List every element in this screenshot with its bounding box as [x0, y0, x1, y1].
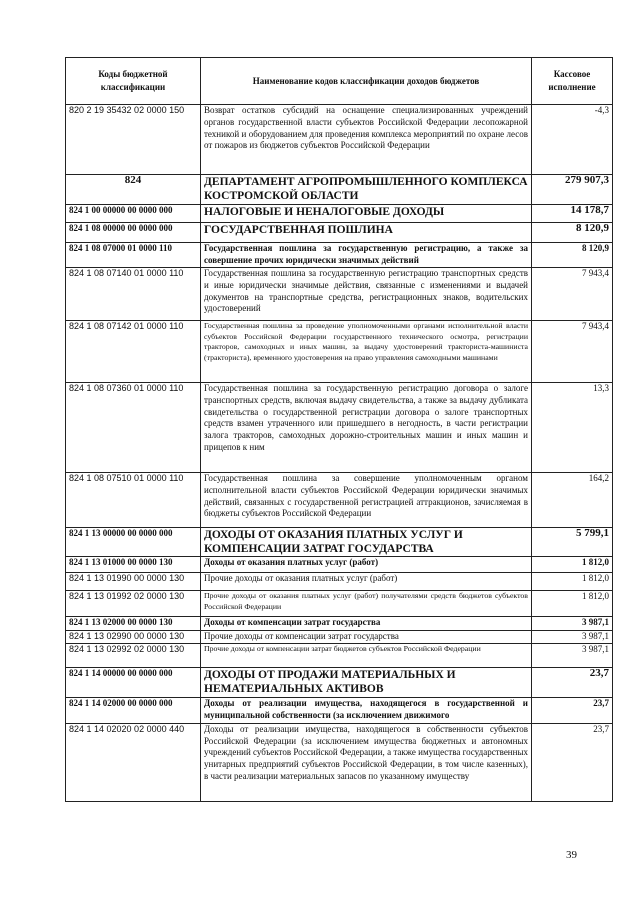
- header-code: Коды бюджетной классификации: [66, 58, 201, 105]
- row-code: 824 1 00 00000 00 0000 000: [66, 205, 201, 223]
- row-amount: 7 943,4: [532, 268, 613, 321]
- row-name: Доходы от оказания платных услуг (работ): [201, 557, 532, 573]
- row-name: ДОХОДЫ ОТ ОКАЗАНИЯ ПЛАТНЫХ УСЛУГ И КОМПЕНСАЦИИ ЗАТРАТ ГОСУДАРСТВА: [201, 528, 532, 557]
- row-code: 824 1 13 02000 00 0000 130: [66, 617, 201, 631]
- row-code: 824 1 14 00000 00 0000 000: [66, 667, 201, 697]
- row-code: 824 1 13 02992 02 0000 130: [66, 643, 201, 667]
- row-code: 824 1 08 07000 01 0000 110: [66, 243, 201, 268]
- row-amount: 8 120,9: [532, 243, 613, 268]
- row-amount: 279 907,3: [532, 175, 613, 205]
- table-row: [66, 528, 613, 557]
- row-name: Прочие доходы от компенсации затрат государства: [201, 631, 532, 644]
- table-row: [66, 268, 613, 321]
- row-name: Доходы от компенсации затрат государства: [201, 617, 532, 631]
- row-amount: 23,7: [532, 697, 613, 723]
- table-row: [66, 557, 613, 573]
- row-code: 824 1 14 02020 02 0000 440: [66, 723, 201, 801]
- table-row: [66, 617, 613, 631]
- table-row: [66, 697, 613, 723]
- row-amount: 164,2: [532, 473, 613, 528]
- row-amount: 1 812,0: [532, 573, 613, 591]
- table-row: [66, 243, 613, 268]
- row-name: Государственная пошлина за совершение уполномоченным органом исполнительной власти субъектов Российской Федерации юридически значимых действий, связанных с государственной регистрацией аттракционов, зачисляемая в бюджеты субъектов Российской Федерации: [201, 473, 532, 528]
- table-row: [66, 105, 613, 175]
- row-code: 824: [66, 175, 201, 205]
- table-header: [66, 58, 613, 105]
- table-row: [66, 383, 613, 473]
- row-code: 824 1 08 00000 00 0000 000: [66, 223, 201, 243]
- row-name: Доходы от реализации имущества, находящегося в государственной и муниципальной собственности (за исключением движимого: [201, 697, 532, 723]
- row-code: 824 1 14 02000 00 0000 000: [66, 697, 201, 723]
- header-amount: Кассовое исполнение: [532, 58, 613, 105]
- row-amount: 8 120,9: [532, 223, 613, 243]
- table-row: [66, 175, 613, 205]
- row-amount: 1 812,0: [532, 591, 613, 617]
- row-code: 824 1 13 02990 00 0000 130: [66, 631, 201, 644]
- row-amount: 3 987,1: [532, 617, 613, 631]
- row-amount: 23,7: [532, 667, 613, 697]
- row-code: 824 1 08 07140 01 0000 110: [66, 268, 201, 321]
- row-name: ДЕПАРТАМЕНТ АГРОПРОМЫШЛЕННОГО КОМПЛЕКСА КОСТРОМСКОЙ ОБЛАСТИ: [201, 175, 532, 205]
- table-row: [66, 667, 613, 697]
- row-amount: 5 799,1: [532, 528, 613, 557]
- row-name: Прочие доходы от компенсации затрат бюджетов субъектов Российской Федерации: [201, 643, 532, 667]
- page-number: 39: [566, 849, 577, 861]
- table-row: [66, 573, 613, 591]
- row-name: Прочие доходы от оказания платных услуг (работ) получателями средств бюджетов субъектов Российской Федерации: [201, 591, 532, 617]
- row-name: Возврат остатков субсидий на оснащение специализированных учреждений органов государственной власти субъектов Российской Федерации лесопожарной техникой и оборудованием для проведения комплекса мероприятий по охране лесов от пожаров из бюджетов субъектов Российской Федерации: [201, 105, 532, 175]
- table-row: [66, 223, 613, 243]
- row-name: Государственная пошлина за государственную регистрацию, а также за совершение прочих юридически значимых действий: [201, 243, 532, 268]
- row-amount: 23,7: [532, 723, 613, 801]
- row-code: 824 1 08 07360 01 0000 110: [66, 383, 201, 473]
- row-amount: 3 987,1: [532, 631, 613, 644]
- row-name: Государственная пошлина за государственную регистрацию договора о залоге транспортных средств, включая выдачу свидетельства, а также за выдачу дубликата свидетельства о государственной регистрации договора о залоге транспортных средств взамен утраченного или пришедшего в негодность, в части регистрации залога тракторов, самоходных дорожно-строительных машин и иных машин и прицепов к ним: [201, 383, 532, 473]
- table-row: [66, 591, 613, 617]
- row-name: Государственная пошлина за проведение уполномоченными органами исполнительной власти субъектов Российской Федерации государственного технического осмотра, регистрации тракторов, самоходных и иных машин, за выдачу удостоверений тракториста-машиниста (тракториста), временного удостоверения на право управления самоходными машинами: [201, 321, 532, 383]
- row-name: ДОХОДЫ ОТ ПРОДАЖИ МАТЕРИАЛЬНЫХ И НЕМАТЕРИАЛЬНЫХ АКТИВОВ: [201, 667, 532, 697]
- row-code: 824 1 13 01990 00 0000 130: [66, 573, 201, 591]
- row-name: Прочие доходы от оказания платных услуг (работ): [201, 573, 532, 591]
- row-name: Доходы от реализации имущества, находящегося в собственности субъектов Российской Федерации (за исключением имущества бюджетных и автономных учреждений субъектов Российской Федерации, а также имущества государственных унитарных предприятий субъектов Российской Федерации, в том числе казенных), в части реализации материальных запасов по указанному имуществу: [201, 723, 532, 801]
- row-code: 824 1 08 07142 01 0000 110: [66, 321, 201, 383]
- row-amount: 3 987,1: [532, 643, 613, 667]
- row-amount: 13,3: [532, 383, 613, 473]
- table-row: [66, 723, 613, 801]
- row-code: 824 1 13 01000 00 0000 130: [66, 557, 201, 573]
- row-amount: 1 812,0: [532, 557, 613, 573]
- table-row: [66, 205, 613, 223]
- row-amount: 7 943,4: [532, 321, 613, 383]
- header-name: Наименование кодов классификации доходов бюджетов: [201, 58, 532, 105]
- row-code: 824 1 08 07510 01 0000 110: [66, 473, 201, 528]
- row-name: ГОСУДАРСТВЕННАЯ ПОШЛИНА: [201, 223, 532, 243]
- row-name: Государственная пошлина за государственную регистрацию транспортных средств и иные юридически значимые действия, связанные с изменениями и выдачей документов на транспортные средства, регистрационных знаков, водительских удостоверений: [201, 268, 532, 321]
- table-row: [66, 643, 613, 667]
- row-code: 824 1 13 01992 02 0000 130: [66, 591, 201, 617]
- row-code: 824 1 13 00000 00 0000 000: [66, 528, 201, 557]
- budget-revenue-table: [65, 57, 613, 802]
- row-amount: 14 178,7: [532, 205, 613, 223]
- row-code: 820 2 19 35432 02 0000 150: [66, 105, 201, 175]
- table-row: [66, 473, 613, 528]
- table-row: [66, 321, 613, 383]
- table-row: [66, 631, 613, 644]
- row-name: НАЛОГОВЫЕ И НЕНАЛОГОВЫЕ ДОХОДЫ: [201, 205, 532, 223]
- row-amount: -4,3: [532, 105, 613, 175]
